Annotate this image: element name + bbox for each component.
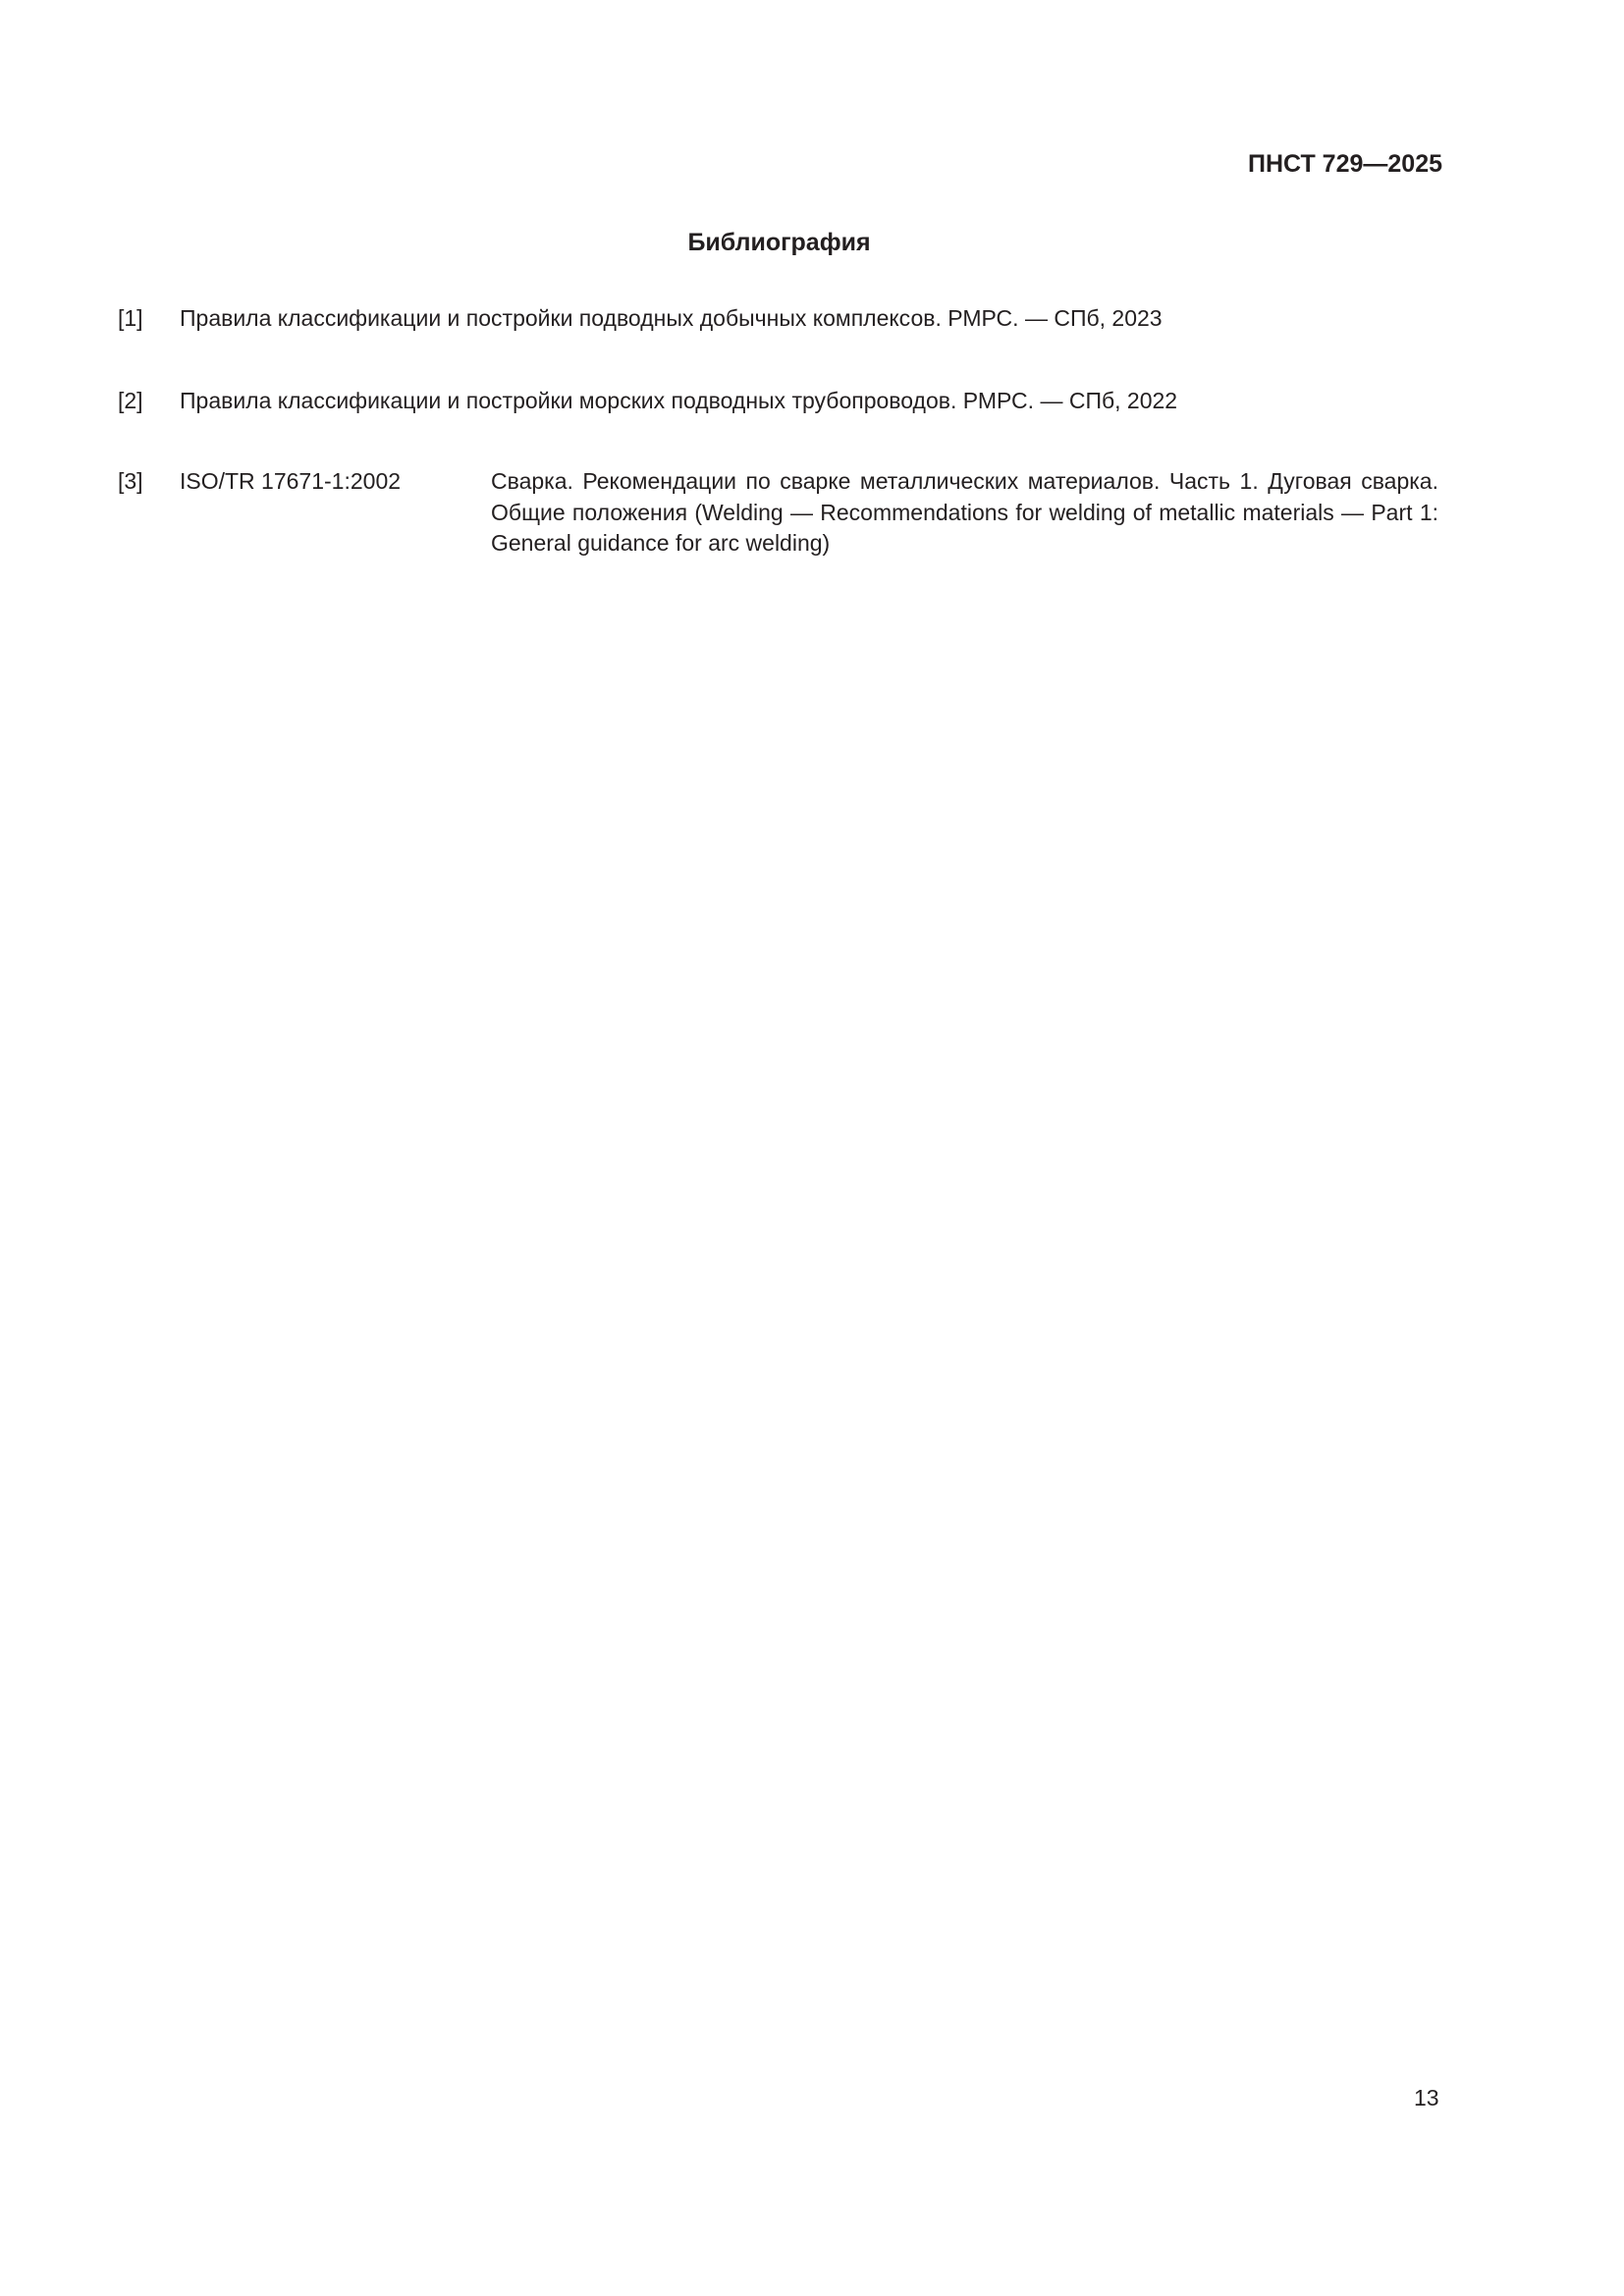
reference-text: Сварка. Рекомендации по сварке металлических материалов. Часть 1. Дуговая сварка. Общие положения (Welding — Recommendations for welding of metallic materials — Part 1: General guidance for arc welding): [491, 468, 1438, 556]
reference-code: ISO/TR 17671-1:2002: [180, 468, 402, 494]
reference-text: Правила классификации и постройки морских подводных трубопроводов. РМРС. — СПб, 2022: [180, 388, 1178, 413]
reference-text: Правила классификации и постройки подводных добычных комплексов. РМРС. — СПб, 2023: [180, 305, 1163, 331]
reference-number: [2]: [118, 388, 143, 413]
page-number: 13: [1414, 2085, 1439, 2110]
reference-number: [3]: [118, 468, 143, 494]
document-code: ПНСТ 729—2025: [1248, 150, 1442, 178]
section-title: Библиография: [687, 229, 871, 256]
reference-number: [1]: [118, 305, 143, 331]
